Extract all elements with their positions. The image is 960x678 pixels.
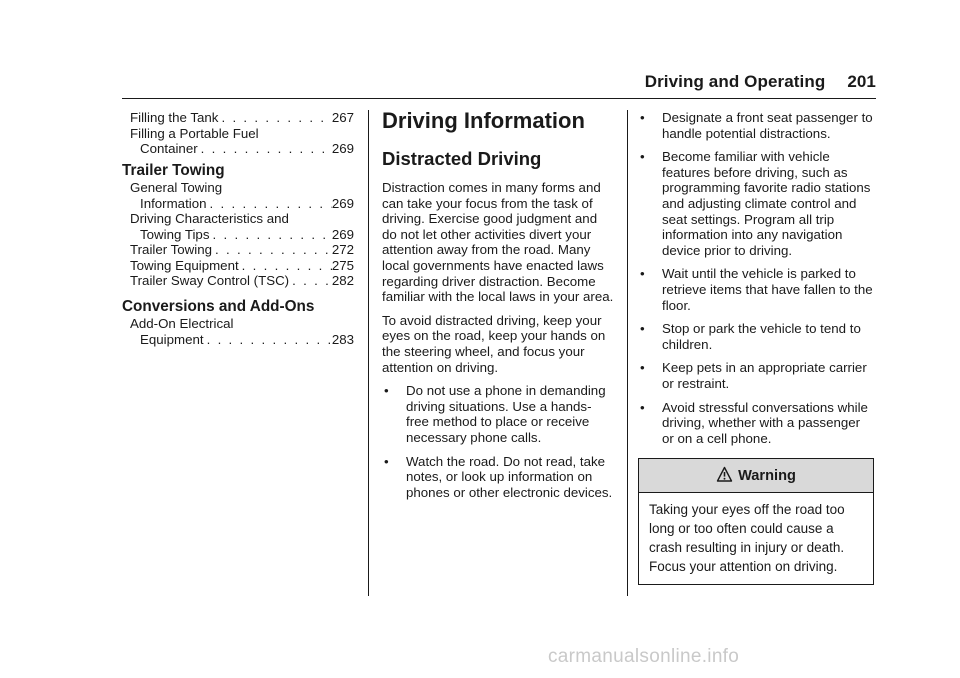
toc-entry-title: Towing Equipment	[130, 257, 239, 273]
toc-leader	[239, 258, 332, 274]
toc-entry[interactable]	[130, 126, 354, 157]
bullet-item	[638, 149, 874, 258]
toc-entry-title-cont: Information	[140, 195, 207, 211]
bullet-text: Stop or park the vehicle to tend to children.	[662, 321, 861, 352]
warning-label: Warning	[738, 468, 796, 485]
toc-entry-page: 282	[331, 273, 354, 288]
column-divider-right	[627, 110, 628, 596]
toc-entry-page: 267	[331, 110, 354, 125]
toc-entry[interactable]	[130, 211, 354, 242]
bullet-marker: •	[640, 399, 645, 415]
toc-entry-title: Filling a Portable Fuel	[130, 125, 259, 141]
toc-leader	[212, 242, 332, 258]
bullet-text: Do not use a phone in demanding driving situations. Use a hands-free method to place or receive necessary phone calls.	[406, 383, 606, 445]
bullet-item	[638, 110, 874, 141]
toc-entry[interactable]	[130, 316, 354, 347]
bullet-text: Avoid stressful conversations while driving, whether with a passenger or on a cell phone.	[662, 399, 868, 446]
bullet-marker: •	[384, 383, 389, 399]
toc-entry-title: General Towing	[130, 180, 223, 195]
toc-entry-page: 272	[331, 242, 354, 257]
intro-paragraph: Distraction comes in many forms and can take your focus from the task of driving. Exercise good judgment and do not let other activities divert your attention away from the road. Many local governments have enacted laws regarding driver distraction. Become familiar with the local laws in your area.	[382, 180, 614, 305]
bullet-item	[638, 321, 874, 352]
warning-header	[639, 459, 873, 493]
bullet-text: Watch the road. Do not read, take notes, or look up information on phones or other electronic devices.	[406, 453, 613, 500]
toc-entry[interactable]	[130, 180, 354, 211]
bullet-text: Designate a front seat passenger to handle potential distractions.	[662, 110, 873, 141]
toc-entry-title-cont: Towing Tips	[140, 226, 210, 242]
toc-entry-title-cont: Container	[140, 141, 198, 156]
toc-entry-page: 283	[331, 331, 354, 347]
bullet-marker: •	[640, 321, 645, 337]
section-title: Driving and Operating	[644, 72, 826, 91]
toc-entry-page: 269	[331, 226, 354, 242]
toc-leader	[207, 196, 332, 212]
toc-entry-title: Add-On Electrical	[130, 316, 234, 331]
advice-paragraph: To avoid distracted driving, keep your eyes on the road, keep your hands on the steering wheel, and focus your attention on driving.	[382, 312, 606, 375]
toc-leader	[209, 227, 331, 243]
toc-entry[interactable]	[130, 242, 354, 258]
toc-entry-page: 269	[331, 195, 354, 211]
warning-box	[638, 458, 874, 585]
toc-leader	[204, 332, 332, 348]
bullet-item	[638, 400, 874, 447]
warning-icon	[716, 466, 733, 483]
bullet-text: Keep pets in an appropriate carrier or restraint.	[662, 360, 867, 391]
right-column	[638, 110, 874, 585]
bullet-text: Become familiar with vehicle features before driving, such as programming favorite radio stations and adjusting climate control and seat settings. Program all trip information into any navigation device prior to driving.	[662, 149, 871, 258]
bullet-item	[382, 454, 614, 501]
bullet-marker: •	[640, 266, 645, 282]
bullet-marker: •	[640, 149, 645, 165]
toc-entry-title: Trailer Sway Control (TSC)	[130, 273, 290, 288]
bullet-marker: •	[640, 110, 645, 125]
toc-leader	[198, 141, 332, 157]
toc-entry-title: Driving Characteristics and	[130, 211, 289, 226]
bullet-text: Wait until the vehicle is parked to retrieve items that have fallen to the floor.	[662, 266, 873, 313]
toc-leader	[218, 110, 331, 126]
bullet-item	[382, 383, 614, 445]
bullet-marker: •	[640, 360, 645, 376]
header-rule	[122, 98, 876, 99]
bullet-marker: •	[384, 453, 389, 469]
toc-leader	[289, 273, 332, 289]
section-subtitle: Distracted Driving	[382, 148, 542, 169]
toc-entry[interactable]	[130, 258, 354, 274]
bullet-item	[638, 266, 874, 313]
main-column	[382, 108, 614, 508]
toc-entry[interactable]	[130, 110, 354, 126]
page-header	[645, 72, 876, 92]
toc-entry[interactable]	[130, 273, 354, 289]
page-number: 201	[847, 72, 876, 91]
watermark: carmanualsonline.info	[548, 646, 740, 667]
warning-text: Taking your eyes off the road too long or too often could cause a crash resulting in injury or death. Focus your attention on driving.	[649, 502, 845, 574]
toc-section-heading[interactable]: Trailer Towing	[122, 161, 225, 179]
toc-section-heading[interactable]: Conversions and Add-Ons	[122, 297, 315, 315]
toc-column	[122, 110, 354, 347]
toc-entry-page: 275	[331, 257, 354, 273]
toc-entry-title: Trailer Towing	[130, 242, 213, 257]
bullet-item	[638, 360, 874, 391]
page-title: Driving Information	[382, 108, 585, 133]
toc-entry-title-cont: Equipment	[140, 331, 204, 347]
toc-entry-page: 269	[331, 141, 354, 156]
column-divider-left	[368, 110, 369, 596]
toc-entry-title: Filling the Tank	[130, 110, 219, 125]
